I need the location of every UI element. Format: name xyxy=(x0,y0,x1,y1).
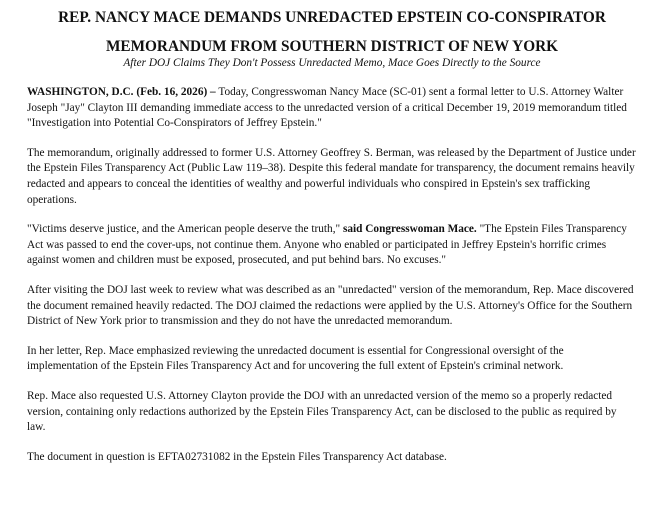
quote-start: "Victims deserve justice, and the American people deserve the truth," xyxy=(27,223,343,236)
paragraph-memorandum: The memorandum, originally addressed to former U.S. Attorney Geoffrey S. Berman, was released by the Department of Justice under the Epstein Files Transparency Act (Public Law 119–38). Despite this federal mandate for transparency, the document remains heavily redacted and appears to conceal the identities of wealthy and powerful individuals who conspired in Epstein's sex trafficking operations. xyxy=(27,146,636,206)
intro-text: Today, Congresswoman Nancy Mace (SC-01) sent a formal letter to U.S. Attorney Walter Joseph "Jay" Clayton III demanding immediate access to the unredacted version of a critical December 19, 2019 memorandum titled "Investigation into Potential Co-Conspirators of Jeffrey Epstein." xyxy=(27,86,627,130)
quote-end: "The Epstein Files Transparency Act was passed to end the cover-ups, not continue them. Anyone who enabled or participated in Jeffrey Epstein's horrific crimes against women and children must be exposed, prosecuted, and put behind bars. No excuses." xyxy=(27,223,627,267)
paragraph-document-id: The document in question is EFTA02731082 in the Epstein Files Transparency Act database. xyxy=(27,450,447,463)
press-release-body xyxy=(27,85,637,465)
paragraph-quote xyxy=(27,222,637,269)
headline-line-1: REP. NANCY MACE DEMANDS UNREDACTED EPSTEIN CO-CONSPIRATOR xyxy=(58,9,606,26)
paragraph-request: Rep. Mace also requested U.S. Attorney Clayton provide the DOJ with an unredacted version of the memo so a properly redacted version, containing only redactions authorized by the Epstein Files Transparency Act, can be disclosed to the public as required by law. xyxy=(27,389,617,434)
paragraph-doj-visit: After visiting the DOJ last week to review what was described as an "unredacted" version of the memorandum, Rep. Mace discovered the document remained heavily redacted. The DOJ claimed the redactions were applied by the U.S. Attorney's Office for the Southern District of New York prior to transmission and they do not have the unredacted memorandum. xyxy=(27,283,634,328)
dateline: WASHINGTON, D.C. (Feb. 16, 2026) – xyxy=(27,86,216,98)
paragraph-intro xyxy=(27,85,637,132)
headline-line-2: MEMORANDUM FROM SOUTHERN DISTRICT OF NEW YORK xyxy=(105,38,559,55)
subtitle: After DOJ Claims They Don't Possess Unredacted Memo, Mace Goes Directly to the Source xyxy=(123,57,541,69)
quote-speaker: said Congresswoman Mace. xyxy=(342,223,477,236)
paragraph-oversight: In her letter, Rep. Mace emphasized reviewing the unredacted document is essential for Congressional oversight of the implementation of the Epstein Files Transparency Act and for uncovering the full extent of Epstein's criminal network. xyxy=(27,344,564,373)
